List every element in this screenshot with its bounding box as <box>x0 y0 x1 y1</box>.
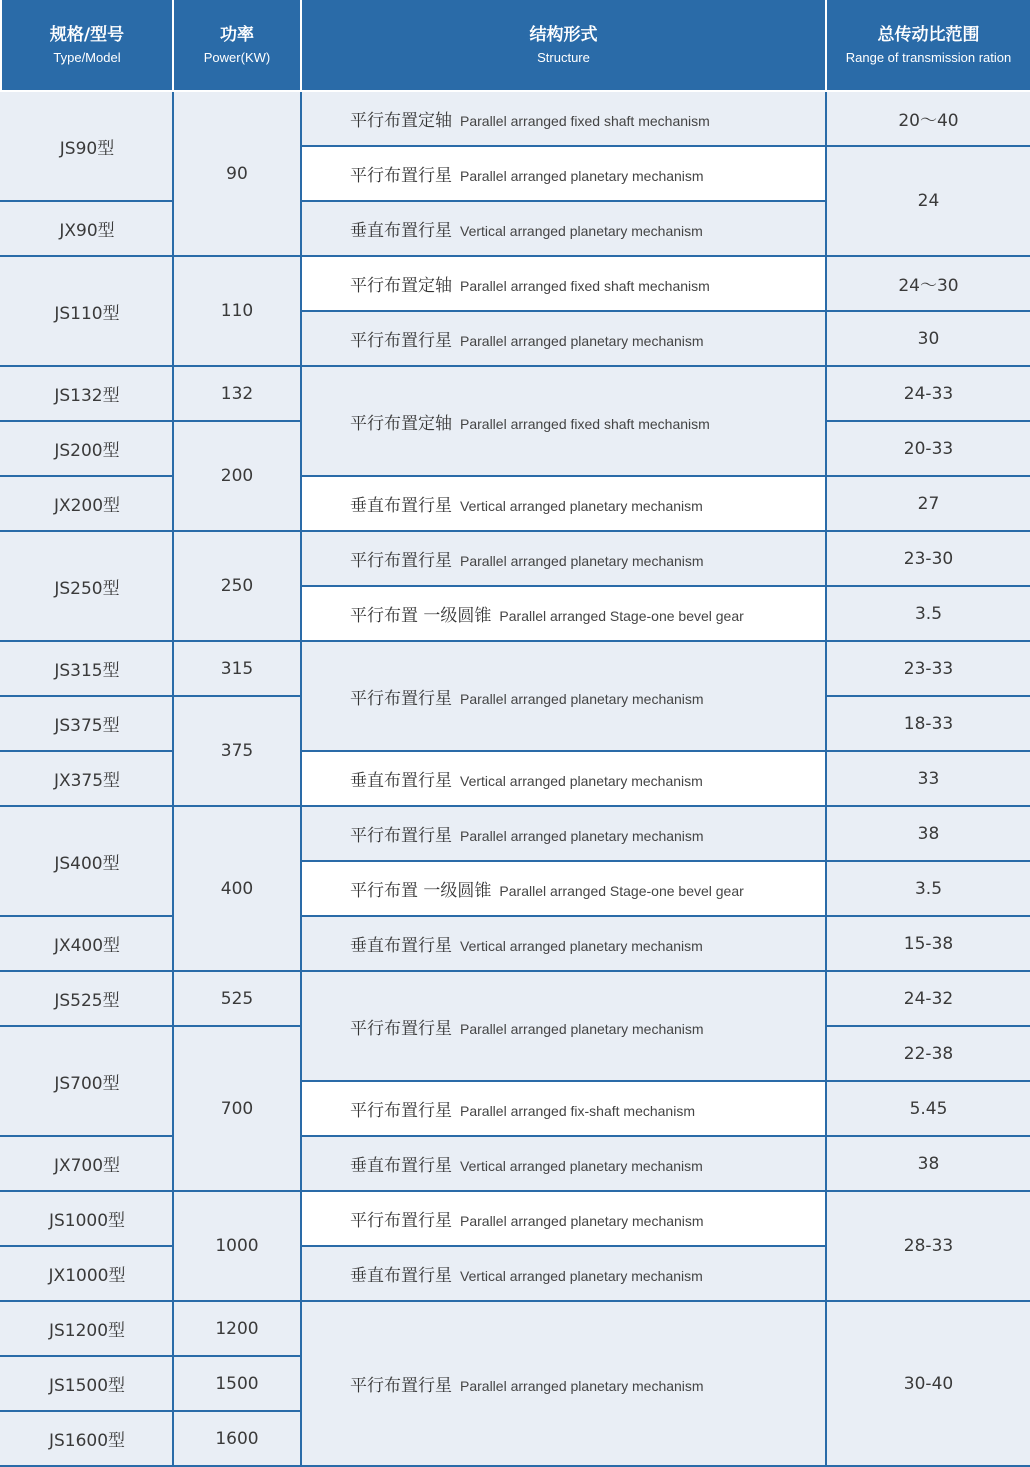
power-cell: 1500 <box>173 1356 301 1411</box>
model-cell: JX1000型 <box>1 1246 173 1301</box>
model-cell: JS525型 <box>1 971 173 1026</box>
ratio-cell: 24-33 <box>826 366 1030 421</box>
table-row <box>1 1136 1030 1191</box>
structure-cell: 平行布置行星 Parallel arranged planetary mechanism <box>301 641 826 751</box>
ratio-cell: 24-32 <box>826 971 1030 1026</box>
table-row <box>1 641 1030 696</box>
header-power: 功率 Power(KW) <box>173 0 301 91</box>
ratio-cell: 30-40 <box>826 1301 1030 1466</box>
table-header-row <box>1 0 1030 91</box>
table-row <box>1 91 1030 146</box>
power-cell: 90 <box>173 91 301 256</box>
header-type-model: 规格/型号 Type/Model <box>1 0 173 91</box>
ratio-cell: 33 <box>826 751 1030 806</box>
header-ratio: 总传动比范围 Range of transmission ration <box>826 0 1030 91</box>
ratio-cell: 3.5 <box>826 586 1030 641</box>
structure-cell: 平行布置定轴 Parallel arranged fixed shaft mechanism <box>301 91 826 146</box>
ratio-cell: 5.45 <box>826 1081 1030 1136</box>
structure-cell: 平行布置行星 Parallel arranged planetary mechanism <box>301 1301 826 1466</box>
model-cell: JS90型 <box>1 91 173 201</box>
model-cell: JS200型 <box>1 421 173 476</box>
table-row <box>1 476 1030 531</box>
power-cell: 315 <box>173 641 301 696</box>
table-row <box>1 366 1030 421</box>
model-cell: JS1500型 <box>1 1356 173 1411</box>
structure-cell: 垂直布置行星 Vertical arranged planetary mechanism <box>301 1136 826 1191</box>
structure-cell: 平行布置定轴 Parallel arranged fixed shaft mechanism <box>301 366 826 476</box>
table-row <box>1 971 1030 1026</box>
power-cell: 200 <box>173 421 301 531</box>
power-cell: 250 <box>173 531 301 641</box>
model-cell: JS400型 <box>1 806 173 916</box>
power-cell: 1200 <box>173 1301 301 1356</box>
table-row <box>1 751 1030 806</box>
power-cell: 1000 <box>173 1191 301 1301</box>
model-cell: JX400型 <box>1 916 173 971</box>
power-cell: 1600 <box>173 1411 301 1466</box>
structure-cell: 平行布置行星 Parallel arranged planetary mechanism <box>301 146 826 201</box>
structure-cell: 平行布置行星 Parallel arranged planetary mechanism <box>301 531 826 586</box>
ratio-cell: 38 <box>826 1136 1030 1191</box>
header-structure: 结构形式 Structure <box>301 0 826 91</box>
structure-cell: 平行布置 一级圆锥 Parallel arranged Stage-one bevel gear <box>301 861 826 916</box>
structure-cell: 平行布置行星 Parallel arranged fix-shaft mechanism <box>301 1081 826 1136</box>
ratio-cell: 24 <box>826 146 1030 256</box>
ratio-cell: 24～30 <box>826 256 1030 311</box>
table-row <box>1 531 1030 586</box>
structure-cell: 垂直布置行星 Vertical arranged planetary mechanism <box>301 476 826 531</box>
power-cell: 525 <box>173 971 301 1026</box>
power-cell: 132 <box>173 366 301 421</box>
structure-cell: 平行布置行星 Parallel arranged planetary mechanism <box>301 1191 826 1246</box>
table-row <box>1 916 1030 971</box>
table-row <box>1 1301 1030 1356</box>
table-row <box>1 806 1030 861</box>
structure-cell: 平行布置行星 Parallel arranged planetary mechanism <box>301 311 826 366</box>
structure-cell: 垂直布置行星 Vertical arranged planetary mechanism <box>301 916 826 971</box>
model-cell: JS700型 <box>1 1026 173 1136</box>
ratio-cell: 18-33 <box>826 696 1030 751</box>
model-cell: JS132型 <box>1 366 173 421</box>
ratio-cell: 23-30 <box>826 531 1030 586</box>
structure-cell: 垂直布置行星 Vertical arranged planetary mechanism <box>301 751 826 806</box>
structure-cell: 垂直布置行星 Vertical arranged planetary mechanism <box>301 201 826 256</box>
structure-cell: 平行布置行星 Parallel arranged planetary mechanism <box>301 971 826 1081</box>
model-cell: JX700型 <box>1 1136 173 1191</box>
table-row <box>1 1191 1030 1246</box>
ratio-cell: 22-38 <box>826 1026 1030 1081</box>
model-cell: JS315型 <box>1 641 173 696</box>
model-cell: JX200型 <box>1 476 173 531</box>
ratio-cell: 23-33 <box>826 641 1030 696</box>
power-cell: 400 <box>173 806 301 971</box>
model-cell: JS1000型 <box>1 1191 173 1246</box>
power-cell: 110 <box>173 256 301 366</box>
ratio-cell: 38 <box>826 806 1030 861</box>
model-cell: JS110型 <box>1 256 173 366</box>
ratio-cell: 3.5 <box>826 861 1030 916</box>
model-cell: JS1600型 <box>1 1411 173 1466</box>
ratio-cell: 30 <box>826 311 1030 366</box>
model-cell: JX375型 <box>1 751 173 806</box>
model-cell: JS250型 <box>1 531 173 641</box>
ratio-cell: 20-33 <box>826 421 1030 476</box>
model-cell: JX90型 <box>1 201 173 256</box>
structure-cell: 平行布置行星 Parallel arranged planetary mechanism <box>301 806 826 861</box>
power-cell: 375 <box>173 696 301 806</box>
power-cell: 700 <box>173 1026 301 1191</box>
ratio-cell: 27 <box>826 476 1030 531</box>
model-cell: JS375型 <box>1 696 173 751</box>
structure-cell: 平行布置 一级圆锥 Parallel arranged Stage-one bevel gear <box>301 586 826 641</box>
table-row <box>1 256 1030 311</box>
structure-cell: 垂直布置行星 Vertical arranged planetary mechanism <box>301 1246 826 1301</box>
structure-cell: 平行布置定轴 Parallel arranged fixed shaft mechanism <box>301 256 826 311</box>
model-cell: JS1200型 <box>1 1301 173 1356</box>
ratio-cell: 15-38 <box>826 916 1030 971</box>
ratio-cell: 20～40 <box>826 91 1030 146</box>
ratio-cell: 28-33 <box>826 1191 1030 1301</box>
